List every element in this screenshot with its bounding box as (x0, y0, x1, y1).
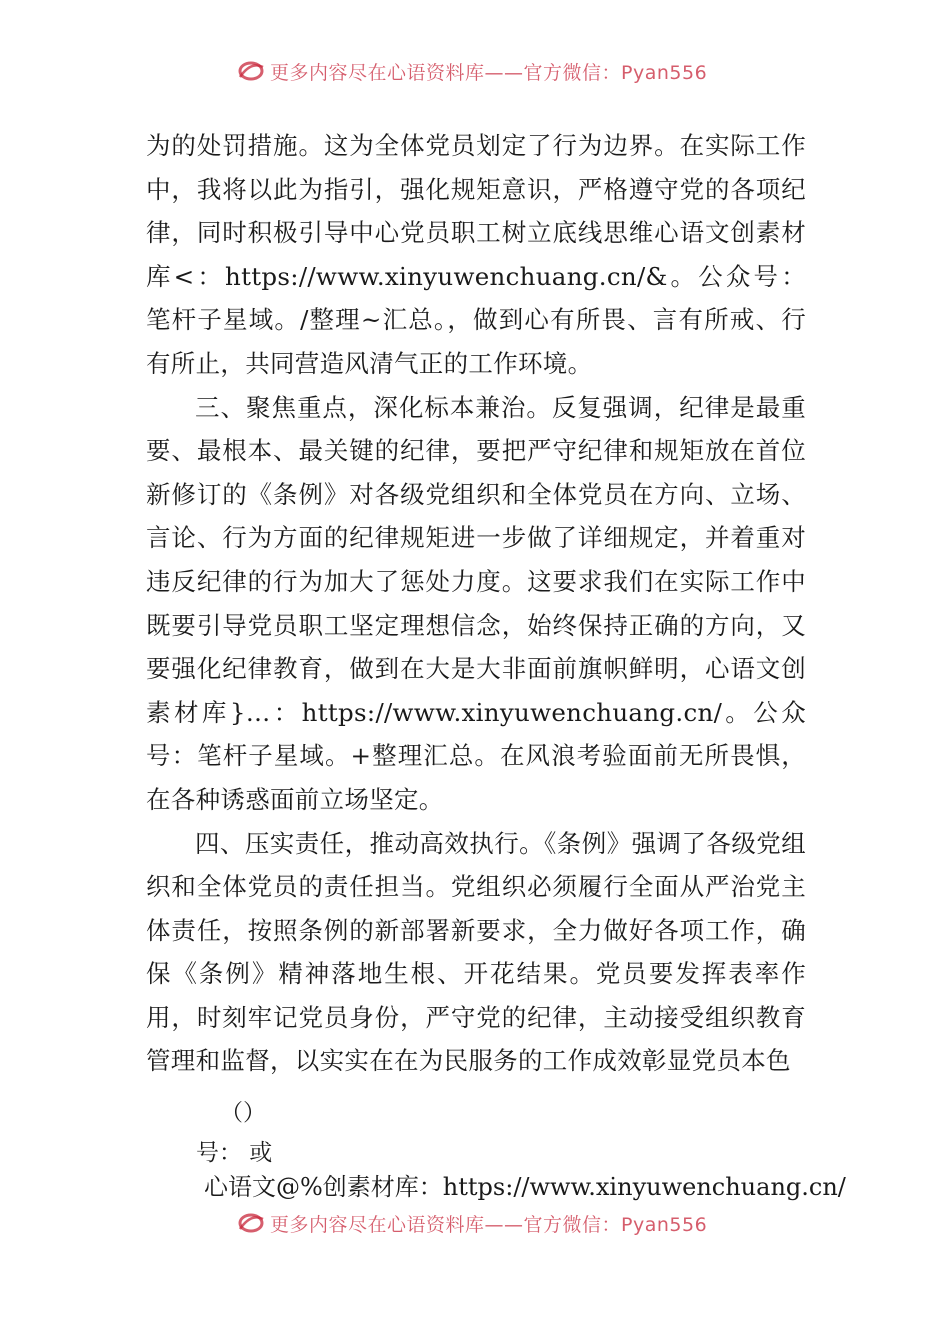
watermark-text: 更多内容尽在心语资料库——官方微信：Pyan556 (270, 61, 708, 84)
document-body (146, 124, 806, 1083)
paragraph-2: 三、聚焦重点，深化标本兼治。反复强调，纪律是最重要、最根本、最关键的纪律，要把严守纪律和规矩放在首位新修订的《条例》对各级党组织和全体党员在方向、立场、言论、行为方面的纪律规矩进一步做了详细规定，并着重对违反纪律的行为加大了惩处力度。这要求我们在实际工作中既要引导党员职工坚定理想信念，始终保持正确的方向，又要强化纪律教育，做到在大是大非面前旗帜鲜明，心语文创素材库}…：https://www.xinyuwenchuang.cn/。公众号：笔杆子星域。+整理汇总。在风浪考验面前无所畏惧，在各种诱惑面前立场坚定。 (146, 392, 806, 814)
brand-logo-icon (236, 1211, 266, 1235)
watermark-banner-top (236, 56, 736, 86)
footer-source-link: 心语文@%创素材库：https://www.xinyuwenchuang.cn/ (204, 1173, 846, 1201)
brand-logo-icon (236, 59, 266, 83)
paragraph-1: 为的处罚措施。这为全体党员划定了行为边界。在实际工作中，我将以此为指引，强化规矩意识，严格遵守党的各项纪律，同时积极引导中心党员职工树立底线思维心语文创素材库<：https://www.xinyuwenchuang.cn/&。公众号：笔杆子星域。/整理~汇总。，做到心有所畏、言有所戒、行有所止，共同营造风清气正的工作环境。 (146, 131, 806, 378)
footer-paren: （） (220, 1100, 266, 1126)
watermark-text: 更多内容尽在心语资料库——官方微信：Pyan556 (270, 1213, 708, 1236)
paragraph-3: 四、压实责任，推动高效执行。《条例》强调了各级党组织和全体党员的责任担当。党组织必须履行全面从严治党主体责任，按照条例的新部署新要求，全力做好各项工作，确保《条例》精神落地生根、开花结果。党员要发挥表率作用，时刻牢记党员身份，严守党的纪律，主动接受组织教育管理和监督，以实实在在为民服务的工作成效彰显党员本色 (146, 828, 806, 1076)
watermark-banner-bottom (236, 1208, 736, 1238)
footer-account-line: 号： 或 (196, 1140, 273, 1166)
